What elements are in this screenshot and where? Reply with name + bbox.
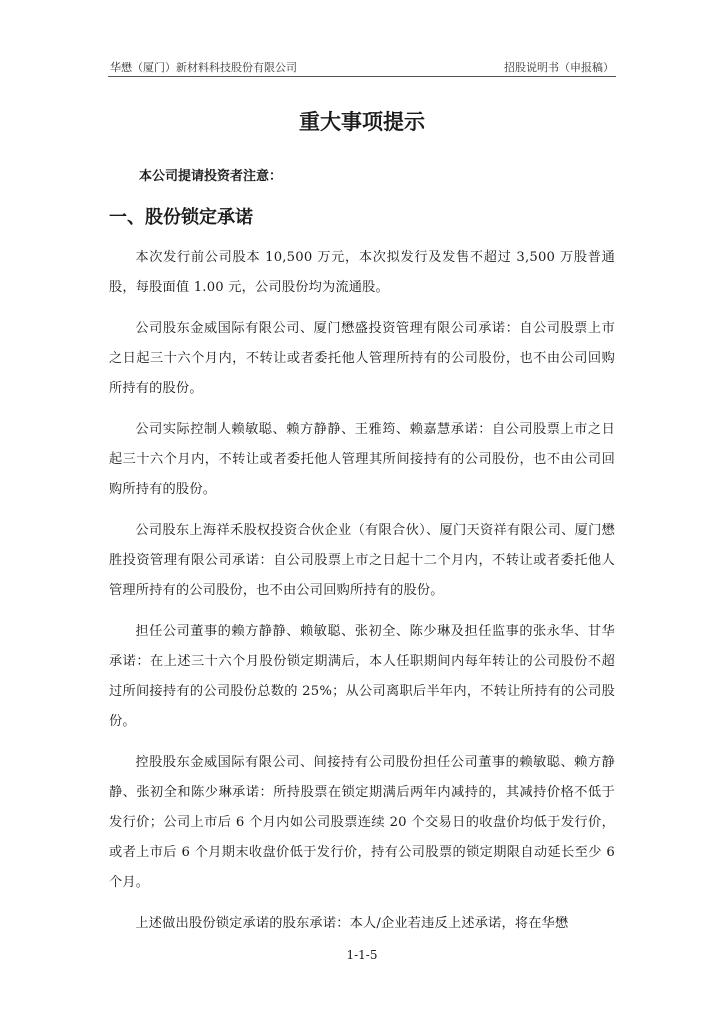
section-heading: 一、股份锁定承诺 [109,207,253,228]
paragraph-reduction-price: 控股股东金威国际有限公司、间接持有公司股份担任公司董事的赖敏聪、赖方静静、张初全和陈少琳承诺：所持股票在锁定期满后两年内减持的，其减持价格不低于发行价；公司上市后 6 个月内如公司股票连续 20 个交易日的收盘价均低于发行价，或者上市后 6 个月期末收盘价低于发行价，持有公司股票的锁定期限自动延长至少 6 个月。 [109,755,615,890]
header-company-name: 华懋（厦门）新材料科技股份有限公司 [110,61,297,74]
page-title: 重大事项提示 [299,110,425,134]
page-header [108,56,616,77]
paragraph-directors-lockup: 担任公司董事的赖方静静、赖敏聪、张初全、陈少琳及担任监事的张永华、甘华承诺：在上述三十六个月股份锁定期满后，本人任职期间内每年转让的公司股份不超过所间接持有的公司股份总数的 25%；从公司离职后半年内，不转让所持有的公司股份。 [109,624,615,729]
header-document-type: 招股说明书（申报稿） [504,61,614,74]
paragraph-controller-lockup: 公司实际控制人赖敏聪、赖方静静、王雅筠、赖嘉慧承诺：自公司股票上市之日起三十六个月内，不转让或者委托他人管理其所间接持有的公司股份，也不由公司回购所持有的股份。 [109,422,615,497]
page-number: 1-1-5 [346,948,378,962]
paragraph-other-shareholders-lockup: 公司股东上海祥禾股权投资合伙企业（有限合伙）、厦门天资祥有限公司、厦门懋胜投资管理有限公司承诺：自公司股票上市之日起十二个月内，不转让或者委托他人管理所持有的公司股份，也不由公司回购所持有的股份。 [109,523,615,598]
paragraph-shareholder-lockup: 公司股东金威国际有限公司、厦门懋盛投资管理有限公司承诺：自公司股票上市之日起三十六个月内，不转让或者委托他人管理所持有的公司股份，也不由公司回购所持有的股份。 [109,321,615,396]
paragraph-share-capital: 本次发行前公司股本 10,500 万元，本次拟发行及发售不超过 3,500 万股普通股，每股面值 1.00 元，公司股份均为流通股。 [109,250,615,295]
section-body [109,243,615,950]
paragraph-breach-commitment: 上述做出股份锁定承诺的股东承诺：本人/企业若违反上述承诺，将在华懋 [135,916,569,931]
investor-notice: 本公司提请投资者注意： [139,169,283,184]
